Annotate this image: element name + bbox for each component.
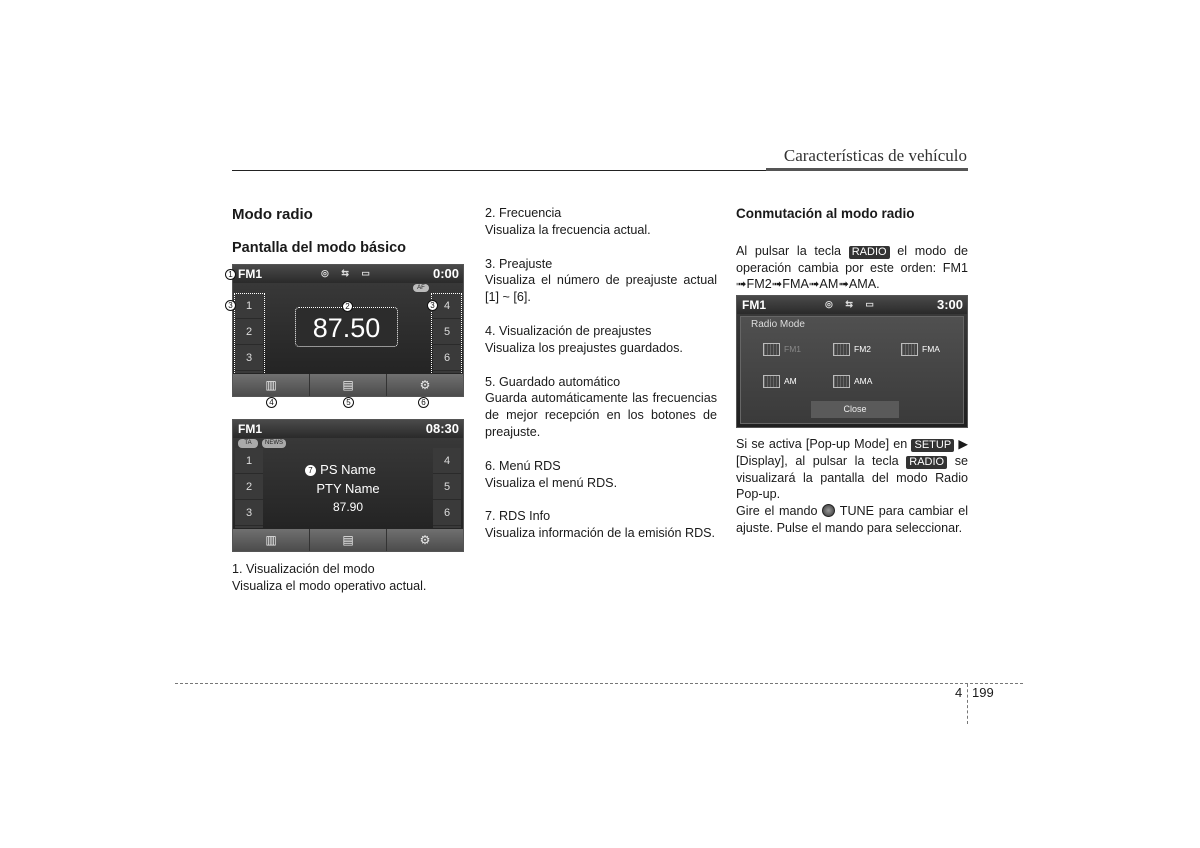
callout-3-left: 3 (225, 300, 236, 311)
ta-badge: TA (238, 439, 258, 448)
option-label: FMA (922, 343, 940, 354)
column-left (232, 205, 464, 267)
text: ▶ [Display], al pulsar la tecla (736, 437, 969, 468)
callout-5: 5 (343, 397, 354, 408)
autostore-icon[interactable]: ▤ (310, 374, 387, 396)
option-label: FM2 (854, 343, 871, 354)
gear-icon[interactable]: ⚙ (387, 374, 463, 396)
news-badge: NEWS (262, 439, 286, 448)
radio-icon (833, 343, 850, 356)
preset-button[interactable]: 3 (235, 345, 263, 371)
item-title: 1. Visualización del modo (232, 562, 375, 576)
item-desc: Visualiza los preajustes guardados. (485, 340, 683, 355)
page-number: 199 (972, 685, 994, 700)
frequency-display: 87.90 (332, 500, 364, 514)
text: Gire el mando (736, 504, 818, 519)
callout-1: 1 (225, 269, 236, 280)
option-fm1[interactable] (763, 343, 801, 356)
paragraph-popup (736, 436, 968, 503)
clock: 0:00 (432, 266, 459, 281)
item-desc: Visualiza la frecuencia actual. (485, 222, 651, 237)
autostore-icon[interactable]: ▤ (310, 529, 387, 551)
option-am[interactable] (763, 375, 797, 388)
chapter-number: 4 (955, 685, 963, 700)
column-middle (485, 205, 717, 559)
page-header-title: Características de vehículo (783, 146, 967, 165)
callout-2: 2 (342, 301, 353, 312)
footer-rule (175, 683, 1023, 684)
text: TUNE para cambiar el ajuste. Pulse el mando para seleccionar. (736, 504, 968, 535)
status-bar (233, 265, 463, 283)
text: Al pulsar la tecla (736, 243, 842, 258)
text: el modo de operación cambia por este orden: FM1 ➟FM2➟FMA➟AM➟AMA. (736, 243, 969, 292)
paragraph-tune (736, 503, 968, 537)
mode-label: FM1 (238, 267, 262, 281)
option-label: FM1 (784, 343, 801, 354)
item-desc: Visualiza el número de preajuste actual [1] ~ [6]. (485, 273, 717, 305)
mode-label: FM1 (742, 298, 766, 312)
rds-mode-screen (232, 419, 464, 552)
item-desc: Visualiza el menú RDS. (485, 475, 618, 490)
item-6 (485, 458, 717, 492)
item-7 (485, 508, 717, 542)
item-4 (485, 323, 717, 357)
text: se visualizará la pantalla del modo Radio Pop-up. (736, 453, 968, 502)
option-ama[interactable] (833, 375, 872, 388)
item-1 (232, 561, 464, 595)
preset-button[interactable]: 5 (433, 474, 461, 500)
item-title: 6. Menú RDS (485, 458, 561, 473)
column-right (736, 205, 968, 293)
preset-column-left (235, 448, 263, 528)
option-label: AMA (854, 375, 873, 386)
af-badge: AF (413, 284, 429, 292)
item-title: 7. RDS Info (485, 509, 551, 524)
status-bar (233, 420, 463, 438)
radio-icon (763, 375, 780, 388)
preset-button[interactable]: 3 (235, 500, 263, 526)
preset-button[interactable]: 6 (433, 500, 461, 526)
ps-name: PS Name (320, 462, 376, 477)
preset-button[interactable]: 5 (433, 319, 461, 345)
preset-column-right (433, 448, 461, 528)
subsection-title: Pantalla del modo básico (232, 239, 407, 256)
column-right-lower (736, 436, 968, 537)
callout-3-right: 3 (427, 300, 438, 311)
callout-6: 6 (418, 397, 429, 408)
radio-icon (833, 375, 850, 388)
option-label: AM (784, 375, 797, 386)
section-title: Modo radio (232, 206, 313, 223)
preset-button[interactable]: 2 (235, 474, 263, 500)
item-5 (485, 374, 717, 441)
preset-button[interactable]: 2 (235, 319, 263, 345)
preset-button[interactable]: 6 (433, 345, 461, 371)
preset-button[interactable]: 1 (235, 293, 263, 319)
preset-highlight-left (234, 293, 265, 375)
clock: 08:30 (425, 421, 459, 436)
radio-mode-popup-screen (736, 295, 968, 428)
radio-key: RADIO (849, 246, 890, 259)
section-title: Conmutación al modo radio (736, 206, 915, 221)
pty-name: PTY Name (316, 481, 380, 496)
preset-button[interactable]: 4 (433, 448, 461, 474)
preset-list-icon[interactable]: ▥ (233, 529, 310, 551)
item-desc: Visualiza información de la emisión RDS. (485, 526, 716, 541)
radio-icon (901, 343, 918, 356)
bottom-toolbar (233, 529, 463, 551)
item-desc: Guarda automáticamente las frecuencias de mejor recepción en los botones de preajuste. (485, 391, 717, 439)
option-fma[interactable] (901, 343, 940, 356)
bottom-toolbar (233, 374, 463, 396)
mode-label: FM1 (238, 422, 262, 436)
status-icons: ◎ ⇆ ▭ (825, 299, 879, 309)
radio-key: RADIO (906, 456, 947, 469)
header-bar (766, 168, 968, 171)
frequency-display: 87.50 (295, 307, 398, 347)
text: Si se activa [Pop-up Mode] en (736, 437, 908, 451)
item-title: 2. Frecuencia (485, 206, 562, 220)
option-fm2[interactable] (833, 343, 871, 356)
item-desc: Visualiza el modo operativo actual. (232, 578, 427, 593)
footer-divider (967, 684, 968, 724)
item-3 (485, 256, 717, 306)
item-title: 3. Preajuste (485, 256, 553, 271)
callout-4: 4 (266, 397, 277, 408)
tune-knob-icon (822, 504, 835, 517)
setup-key: SETUP (911, 439, 954, 452)
paragraph-mode-cycle (736, 243, 968, 293)
close-button[interactable]: Close (811, 401, 899, 418)
clock: 3:00 (936, 297, 963, 312)
callout-7: 7 (305, 465, 316, 476)
preset-button[interactable]: 1 (235, 448, 263, 474)
item-2 (485, 205, 717, 239)
radio-mode-dialog (740, 316, 964, 424)
preset-button[interactable]: 4 (433, 293, 461, 319)
item-title: 4. Visualización de preajustes (485, 323, 652, 338)
gear-icon[interactable]: ⚙ (387, 529, 463, 551)
preset-list-icon[interactable]: ▥ (233, 374, 310, 396)
rds-info (303, 462, 393, 514)
basic-mode-screen (232, 264, 464, 397)
item-title: 5. Guardado automático (485, 374, 621, 389)
status-bar (737, 296, 967, 314)
radio-icon (763, 343, 780, 356)
dialog-title: Radio Mode (751, 319, 805, 330)
status-icons: ◎ ⇆ ▭ (321, 268, 375, 278)
